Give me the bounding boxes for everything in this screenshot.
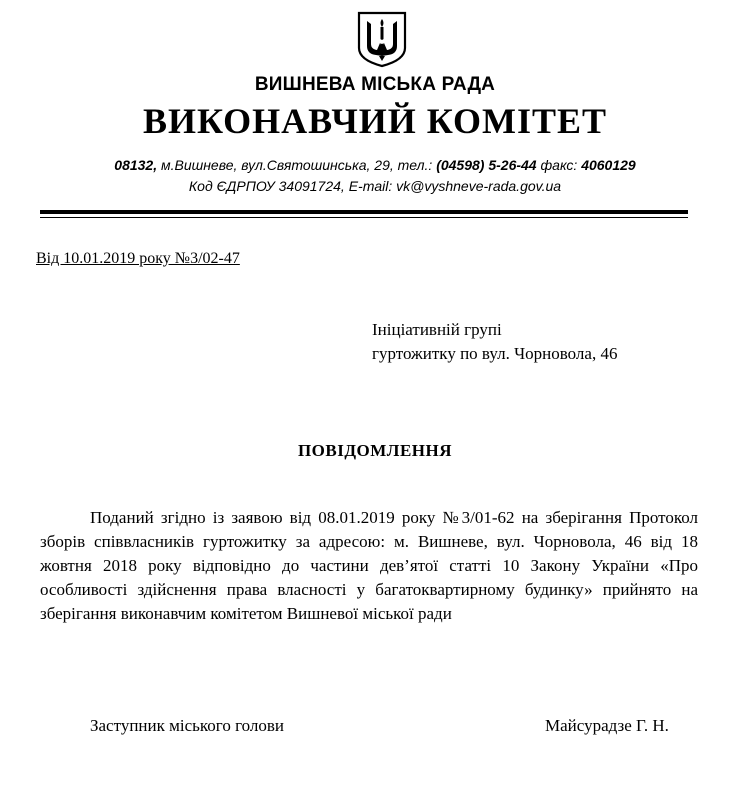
address: м.Вишневе, вул.Святошинська, 29, тел.: bbox=[157, 157, 437, 173]
coat-of-arms-icon bbox=[356, 10, 408, 68]
signatory-position: Заступник міського голови bbox=[90, 716, 285, 735]
recipient-line-2: гуртожитку по вул. Чорновола, 46 bbox=[372, 344, 618, 363]
signatory-name: Майсурадзе Г. Н. bbox=[545, 716, 669, 735]
body-paragraph: Поданий згідно із заявою від 08.01.2019 року №3/01-62 на зберігання Протокол зборів співвласників гуртожитку за адресою: м. Вишневе, вул. Чорновола, 46 від 18 жовтня 2018 року відповідно до частини дев’ятої статті 10 Закону України «Про особливості здійснення права власності у багатоквартирному будинку» прийнято на зберігання виконавчим комітетом Вишневої міської ради bbox=[40, 508, 698, 623]
header-divider-thin bbox=[40, 217, 688, 218]
phone: (04598) 5-26-44 bbox=[436, 157, 537, 173]
edrpou-line: Код ЄДРПОУ 34091724, E-mail: vk@vyshneve-rada.gov.ua bbox=[188, 178, 562, 194]
fax-label: факс: bbox=[536, 157, 582, 173]
document-reference: Від 10.01.2019 року №3/02-47 bbox=[36, 250, 240, 267]
document-body bbox=[40, 506, 698, 626]
contact-info bbox=[0, 155, 750, 197]
recipient-line-1: Ініціативній групі bbox=[372, 320, 502, 339]
recipient-block bbox=[372, 318, 617, 366]
document-title: ПОВІДОМЛЕННЯ bbox=[297, 441, 453, 460]
fax: 4060129 bbox=[581, 157, 636, 173]
postcode: 08132, bbox=[114, 157, 158, 173]
address-line bbox=[0, 155, 750, 176]
organization-name: ВИШНЕВА МІСЬКА РАДА bbox=[254, 74, 496, 95]
header-divider-thick bbox=[40, 210, 688, 214]
committee-name: ВИКОНАВЧИЙ КОМІТЕТ bbox=[142, 101, 608, 141]
